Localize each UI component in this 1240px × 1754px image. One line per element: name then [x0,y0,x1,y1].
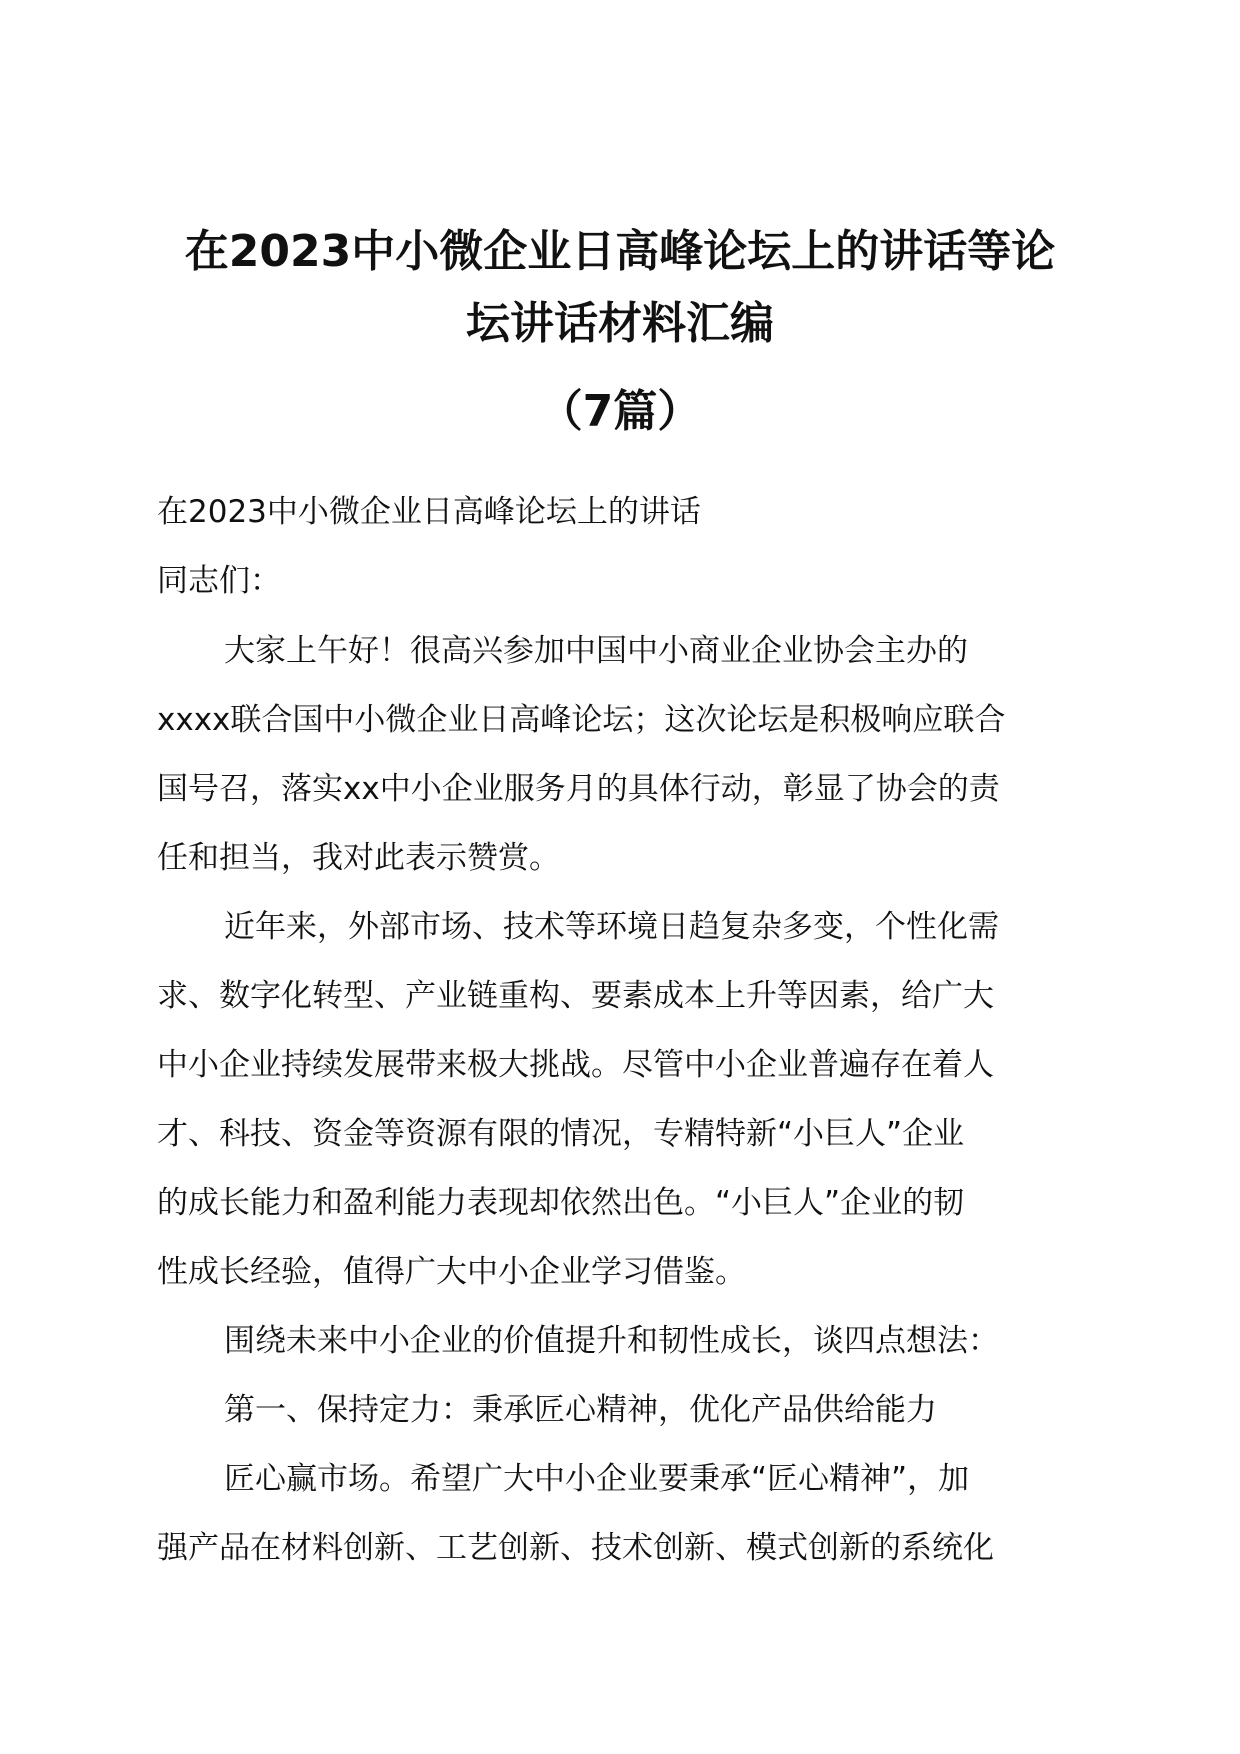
body-line: 大家上午好！很高兴参加中国中小商业企业协会主办的 [224,633,968,669]
body-line: 强产品在材料创新、工艺创新、技术创新、模式创新的系统化 [157,1530,994,1566]
section-heading: 第一、保持定力：秉承匠心精神，优化产品供给能力 [224,1392,937,1428]
document-title-line-2: 坛讲话材料汇编 [466,298,774,349]
body-line: 的成长能力和盈利能力表现却依然出色。“小巨人”企业的韧 [157,1185,965,1221]
speech-subtitle: 在2023中小微企业日高峰论坛上的讲话 [157,494,701,530]
body-line: 才、科技、资金等资源有限的情况，专精特新“小巨人”企业 [157,1116,965,1152]
body-line: 围绕未来中小企业的价值提升和韧性成长，谈四点想法： [224,1323,999,1359]
body-line: 匠心赢市场。希望广大中小企业要秉承“匠心精神”，加 [224,1461,970,1497]
body-line: 任和担当，我对此表示赞赏。 [157,840,560,876]
body-line: 求、数字化转型、产业链重构、要素成本上升等因素，给广大 [157,978,994,1014]
document-title-line-1: 在2023中小微企业日高峰论坛上的讲话等论 [184,226,1056,277]
body-line: 国号召，落实xx中小企业服务月的具体行动，彰显了协会的责 [157,771,1000,807]
document-title-line-3: （7篇） [538,386,702,437]
body-line: xxxx联合国中小微企业日高峰论坛；这次论坛是积极响应联合 [157,702,1006,738]
body-line: 中小企业持续发展带来极大挑战。尽管中小企业普遍存在着人 [157,1047,994,1083]
salutation: 同志们： [157,563,281,599]
body-line: 性成长经验，值得广大中小企业学习借鉴。 [157,1254,746,1290]
body-line: 近年来，外部市场、技术等环境日趋复杂多变，个性化需 [224,909,999,945]
